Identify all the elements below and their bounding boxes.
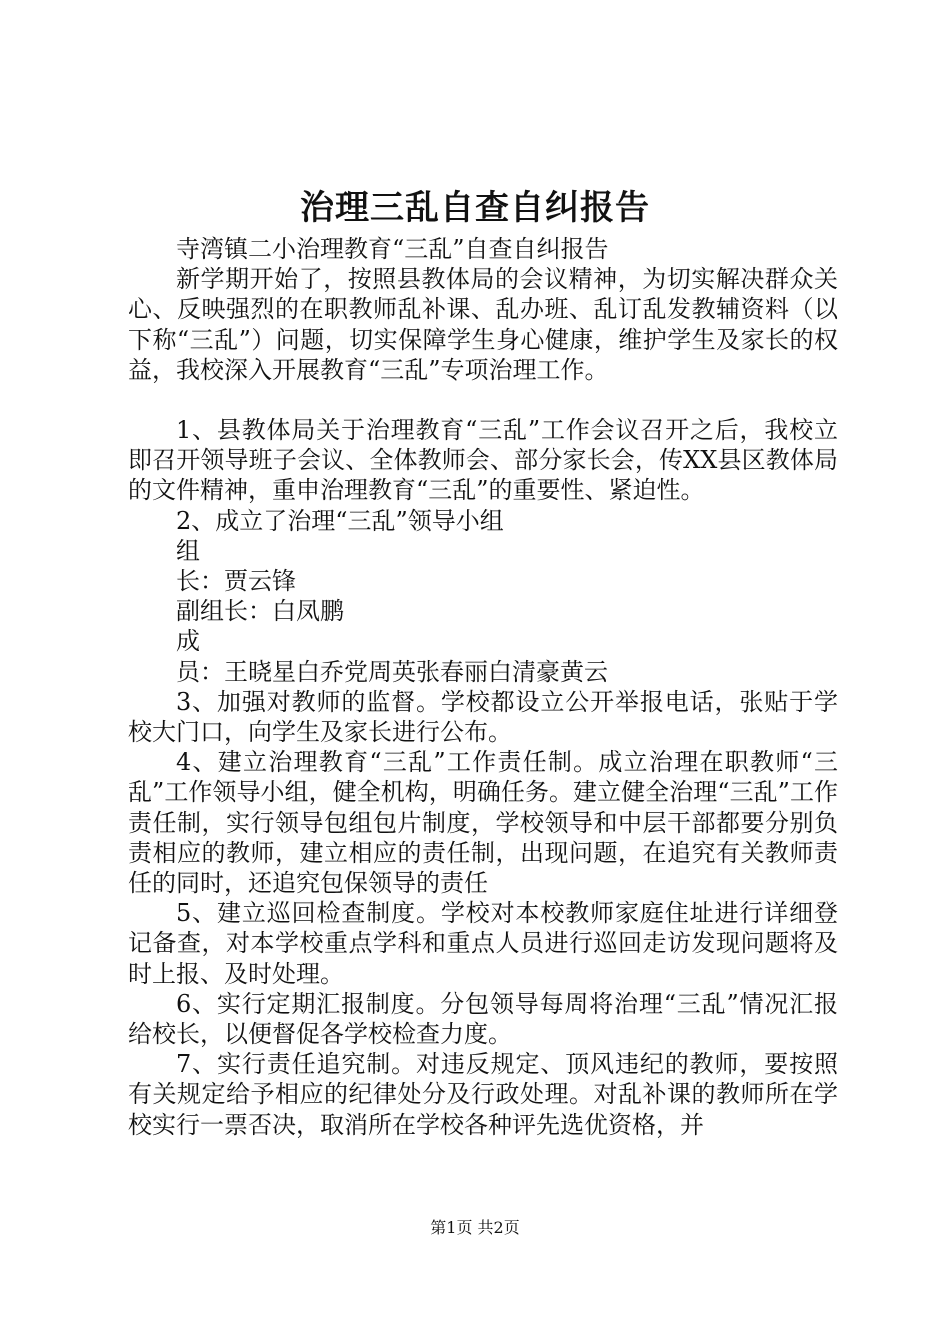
- paragraph: 1、县教体局关于治理教育“三乱”工作会议召开之后，我校立即召开领导班子会议、全体教师会、部分家长会，传XX县区教体局的文件精神，重申治理教育“三乱”的重要性、紧迫性。: [128, 416, 838, 505]
- paragraph: 7、实行责任追究制。对违反规定、顶风违纪的教师，要按照有关规定给予相应的纪律处分及行政处理。对乱补课的教师所在学校实行一票否决，取消所在学校各种评先选优资格，并: [128, 1050, 838, 1139]
- paragraph: 6、实行定期汇报制度。分包领导每周将治理“三乱”情况汇报给校长，以便督促各学校检查力度。: [128, 989, 838, 1049]
- paragraph: 2、成立了治理“三乱”领导小组: [176, 506, 504, 535]
- page-footer: 第1页 共2页: [430, 1218, 520, 1237]
- paragraph: 员：王晓星白乔党周英张春丽白清豪黄云: [176, 657, 608, 686]
- paragraph: 组: [176, 536, 200, 565]
- document-body: [128, 234, 838, 1140]
- paragraph: 5、建立巡回检查制度。学校对本校教师家庭住址进行详细登记备查，对本学校重点学科和重点人员进行巡回走访发现问题将及时上报、及时处理。: [128, 899, 838, 988]
- paragraph-gap: [128, 385, 838, 415]
- paragraph: 副组长：白凤鹏: [176, 597, 344, 626]
- paragraph: 3、加强对教师的监督。学校都设立公开举报电话，张贴于学校大门口，向学生及家长进行公布。: [128, 687, 838, 747]
- paragraph: 新学期开始了，按照县教体局的会议精神，为切实解决群众关心、反映强烈的在职教师乱补课、乱办班、乱订乱发教辅资料（以下称“三乱”）问题，切实保障学生身心健康，维护学生及家长的权益，我校深入开展教育“三乱”专项治理工作。: [128, 265, 838, 384]
- paragraph: 寺湾镇二小治理教育“三乱”自查自纠报告: [176, 235, 609, 263]
- paragraph: 长：贾云锋: [176, 567, 296, 596]
- paragraph: 4、建立治理教育“三乱”工作责任制。成立治理在职教师“三乱”工作领导小组，健全机构，明确任务。建立健全治理“三乱”工作责任制，实行领导包组包片制度，学校领导和中层干部都要分别负责相应的教师，建立相应的责任制，出现问题，在追究有关教师责任的同时，还追究包保领导的责任: [128, 748, 838, 898]
- paragraph: 成: [176, 627, 200, 656]
- document-title: 治理三乱自查自纠报告: [300, 188, 650, 228]
